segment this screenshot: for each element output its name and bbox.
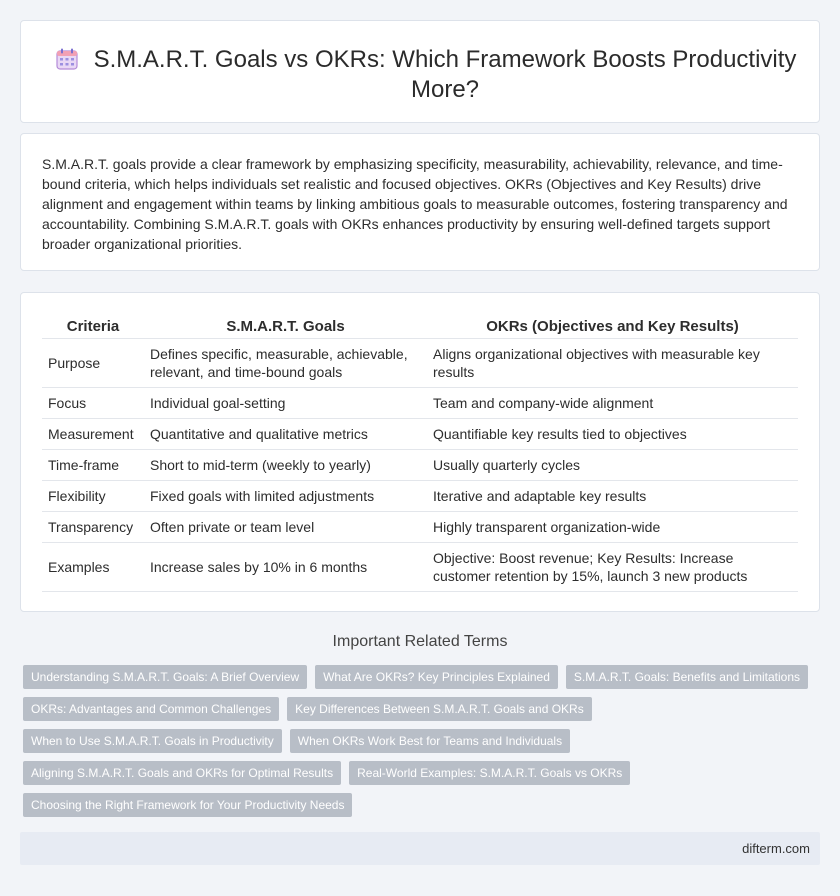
table-cell: Often private or team level (144, 511, 427, 542)
summary-text: S.M.A.R.T. goals provide a clear framework by emphasizing specificity, measurability, achievability, relevance, and time-bound criteria, which helps individuals set realistic and focused objectives. OKRs (Objectives and Key Results) drive alignment and engagement within teams by linking ambitious goals to measurable outcomes, fostering transparency and accountability. Combining S.M.A.R.T. goals with OKRs enhances productivity by ensuring well-defined targets support broader organizational priorities. (42, 156, 788, 252)
table-cell: Aligns organizational objectives with measurable key results (427, 338, 798, 387)
tag-row (23, 665, 803, 689)
table-cell: Individual goal-setting (144, 387, 427, 418)
related-term-link[interactable]: When OKRs Work Best for Teams and Individuals (290, 729, 570, 753)
related-term-link[interactable]: Aligning S.M.A.R.T. Goals and OKRs for Optimal Results (23, 761, 341, 785)
table-cell: Quantifiable key results tied to objectives (427, 418, 798, 449)
table-cell: Fixed goals with limited adjustments (144, 480, 427, 511)
table-cell: Focus (42, 387, 144, 418)
summary-card (20, 133, 820, 271)
related-terms-list (23, 665, 803, 825)
comparison-table (42, 315, 798, 592)
table-row (42, 418, 798, 449)
table-cell: Time-frame (42, 449, 144, 480)
related-term-link[interactable]: Choosing the Right Framework for Your Productivity Needs (23, 793, 352, 817)
tag-row (23, 793, 803, 817)
table-row (42, 387, 798, 418)
table-cell: Flexibility (42, 480, 144, 511)
related-term-link[interactable]: OKRs: Advantages and Common Challenges (23, 697, 279, 721)
header-okrs: OKRs (Objectives and Key Results) (427, 315, 798, 338)
table-cell: Quantitative and qualitative metrics (144, 418, 427, 449)
footer-site-link[interactable]: difterm.com (742, 841, 810, 856)
table-row (42, 542, 798, 591)
related-term-link[interactable]: S.M.A.R.T. Goals: Benefits and Limitations (566, 665, 808, 689)
related-term-link[interactable]: Understanding S.M.A.R.T. Goals: A Brief Overview (23, 665, 307, 689)
related-term-link[interactable]: When to Use S.M.A.R.T. Goals in Productivity (23, 729, 282, 753)
header-criteria: Criteria (42, 315, 144, 338)
related-term-link[interactable]: Key Differences Between S.M.A.R.T. Goals and OKRs (287, 697, 592, 721)
table-cell: Measurement (42, 418, 144, 449)
footer (20, 832, 820, 865)
header-smart: S.M.A.R.T. Goals (144, 315, 427, 338)
table-cell: Examples (42, 542, 144, 591)
comparison-card (20, 292, 820, 612)
tag-row (23, 729, 803, 753)
table-row (42, 449, 798, 480)
related-terms-title: Important Related Terms (332, 633, 508, 650)
table-cell: Purpose (42, 338, 144, 387)
table-header-row (42, 315, 798, 338)
header-card (20, 20, 820, 123)
table-cell: Transparency (42, 511, 144, 542)
table-cell: Usually quarterly cycles (427, 449, 798, 480)
related-term-link[interactable]: Real-World Examples: S.M.A.R.T. Goals vs OKRs (349, 761, 630, 785)
calendar-icon (55, 47, 79, 71)
tag-row (23, 697, 803, 721)
table-cell: Defines specific, measurable, achievable, relevant, and time-bound goals (144, 338, 427, 387)
table-row (42, 511, 798, 542)
table-cell: Highly transparent organization-wide (427, 511, 798, 542)
table-row (42, 480, 798, 511)
table-cell: Objective: Boost revenue; Key Results: Increase customer retention by 15%, launch 3 new products (427, 542, 798, 591)
table-cell: Iterative and adaptable key results (427, 480, 798, 511)
related-term-link[interactable]: What Are OKRs? Key Principles Explained (315, 665, 558, 689)
table-cell: Team and company-wide alignment (427, 387, 798, 418)
tag-row (23, 761, 803, 785)
page-title: S.M.A.R.T. Goals vs OKRs: Which Framework Boosts Productivity More? (93, 46, 797, 103)
table-cell: Short to mid-term (weekly to yearly) (144, 449, 427, 480)
table-cell: Increase sales by 10% in 6 months (144, 542, 427, 591)
table-row (42, 338, 798, 387)
